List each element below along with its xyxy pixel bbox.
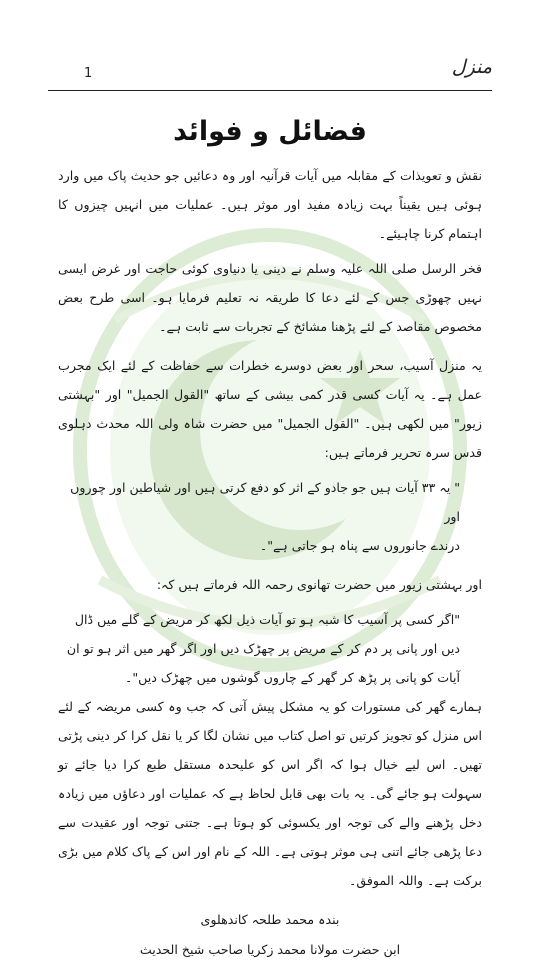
paragraph-manzil: یہ منزل آسیب، سحر اور بعض دوسرے خطرات سے حفاظت کے لئے ایک مجرب عمل ہے۔ یہ آیات کسی قدر کمی بیشی کے ساتھ "القول الجمیل" اور "بہشتی زیور" میں لکھی ہیں۔ "القول الجمیل" میں حضرت شاہ ولی اللہ محدث دہلوی قدس سرہ تحریر فرماتے ہیں:	[58, 358, 482, 460]
paragraph-prophet: فخر الرسل صلی اللہ علیہ وسلم نے دینی یا دنیاوی کوئی حاجت اور غرض ایسی نہیں چھوڑی جس کے لئے دعا کا طریقہ نہ تعلیم فرمایا ہو۔ اسی طرح بعض مخصوص مقاصد کے لئے پڑھنا مشائخ کے تجربات سے ثابت ہے۔	[58, 261, 482, 334]
paragraph-intro: نقش و تعویذات کے مقابلہ میں آیات قرآنیہ اور وہ دعائیں جو حدیث پاک میں وارد ہوئی ہیں یقیناً بہت زیادہ مفید اور موثر ہیں۔ عملیات میں انہیں چیزوں کا اہتمام کرنا چاہیئے۔	[58, 168, 482, 241]
document-title: فضائل و فوائد	[173, 116, 367, 147]
quote-shah-waliullah	[58, 473, 460, 560]
signature-relation: ابن حضرت مولانا محمد زکریا صاحب شیخ الحدیث	[139, 942, 401, 957]
quote-line: درندے جانوروں سے پناہ ہو جاتی ہے"۔	[259, 538, 460, 553]
signature-name: بندہ محمد طلحہ کاندھلوی	[200, 912, 340, 927]
header-title: منزل	[451, 56, 492, 78]
page-number: 1	[84, 66, 93, 81]
document-body	[58, 112, 482, 965]
paragraph-closing: ہمارے گھر کی مستورات کو یہ مشکل پیش آتی کہ جب وہ کسی مریضہ کے لئے اس منزل کو تجویز کرتیں تو اصل کتاب میں نشان لگا کر یا نقل کرا کر دینی پڑتی تھیں۔ اس لیے خیال ہوا کہ اگر اس کو علیحدہ مستقل طبع کرا دیا جائے تو سہولت ہو جائے گی۔ یہ بات بھی قابل لحاظ ہے کہ عملیات اور دعاؤں میں زیادہ دخل پڑھنے والے کی توجہ اور یکسوئی کو ہوتا ہے۔ جتنی توجہ اور عقیدت سے دعا پڑھی جائے اتنی ہی موثر ہوتی ہے۔ اللہ کے نام اور اس کے پاک کلام میں بڑی برکت ہے۔ واللہ الموفق۔	[58, 699, 482, 888]
quote-line: " یہ ۳۳ آیات ہیں جو جادو کے اثر کو دفع کرتی ہیں اور شیاطین اور چوروں اور	[70, 480, 460, 524]
paragraph-bahishti-zewar: اور بہشتی زیور میں حضرت تھانوی رحمہ اللہ فرماتے ہیں کہ:	[156, 577, 482, 592]
quote-line: "اگر کسی پر آسیب کا شبہ ہو تو آیات ذیل لکھ کر مریض کے گلے میں ڈال	[74, 612, 460, 627]
quote-thanvi	[58, 605, 460, 692]
quote-line: دیں اور پانی پر دم کر کے مریض پر چھڑک دیں اور اگر گھر میں اثر ہو تو ان	[66, 641, 460, 656]
header-divider	[48, 90, 492, 91]
quote-line: آیات کو پانی پر پڑھ کر گھر کے چاروں گوشوں میں چھڑک دیں"۔	[124, 670, 460, 685]
